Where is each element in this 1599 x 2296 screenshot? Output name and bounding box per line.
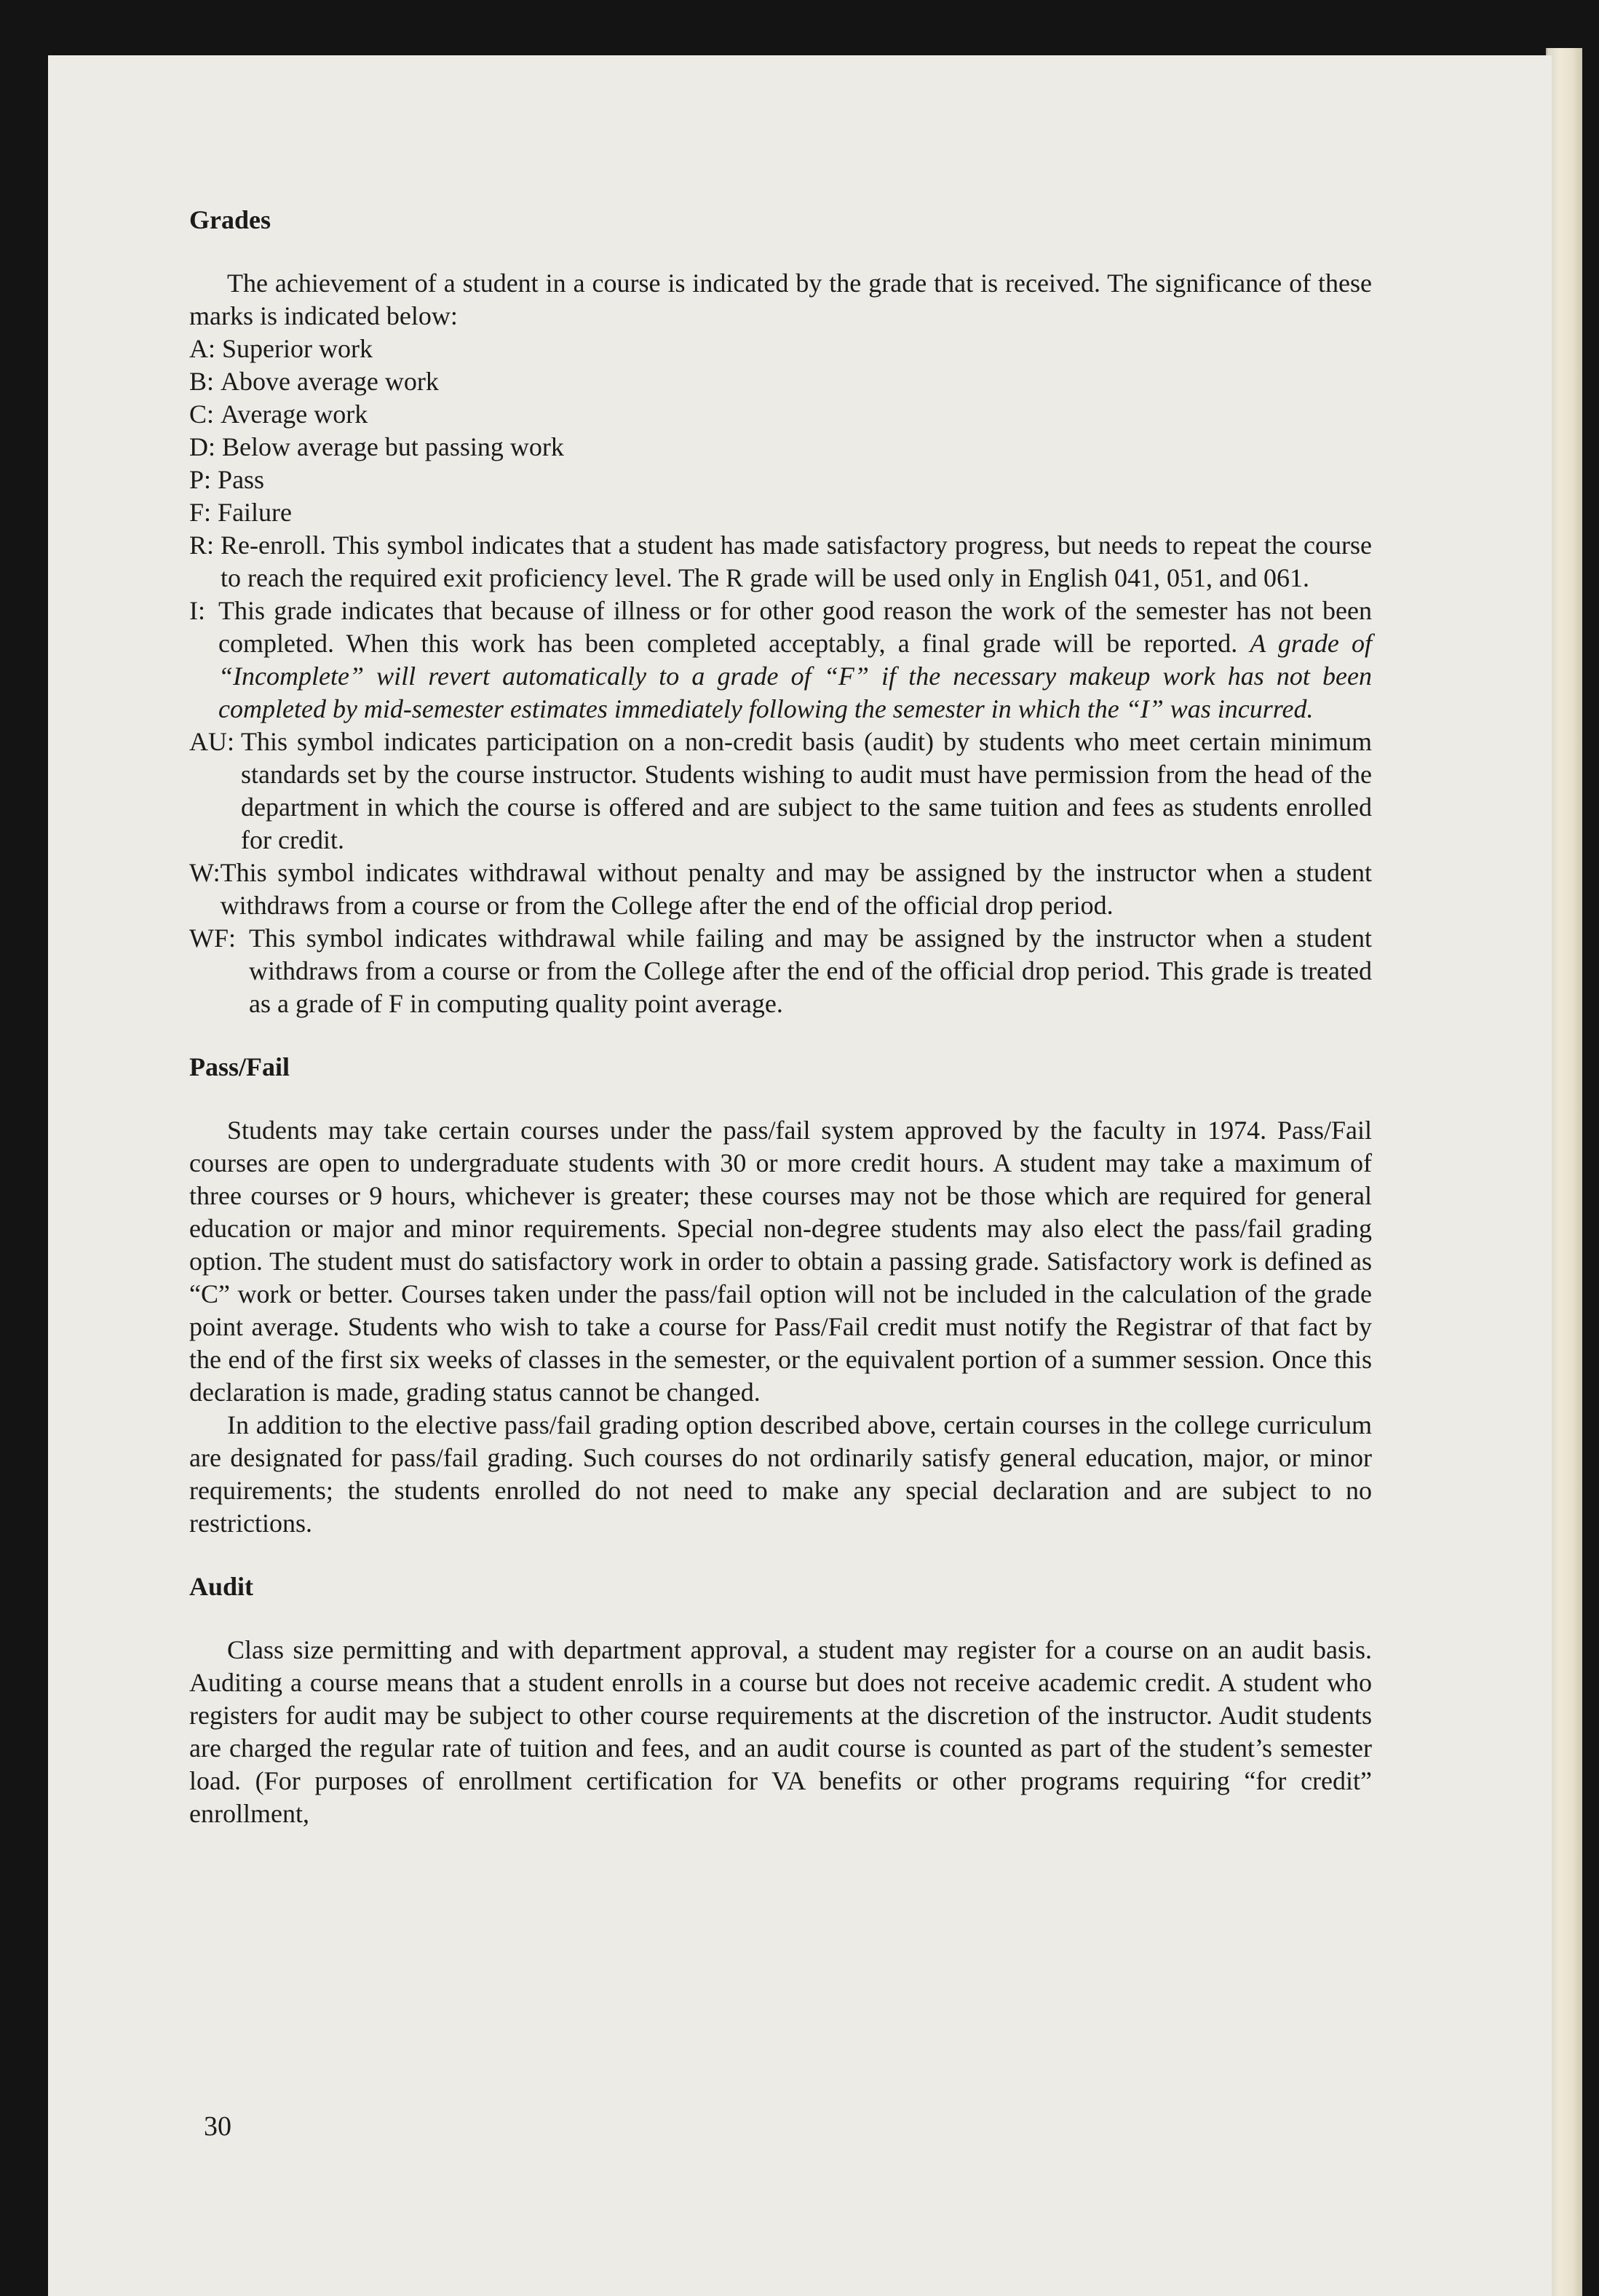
grade-code: R [189, 531, 207, 560]
grade-code: F [189, 498, 205, 527]
grade-description: Failure [218, 498, 293, 527]
grade-description: Re-enroll. This symbol indicates that a student has made satisfactory progress, but needs to repeat the course to reach the required exit proficiency level. The R grade will be used only in English 041, 051, and 061. [221, 531, 1372, 592]
grade-description-text: This grade indicates that because of illness or for other good reason the work of the semester has not been completed. When this work has been completed acceptably, a final grade will be reported. [218, 596, 1372, 658]
grade-item-w [189, 857, 1372, 922]
grade-description: This symbol indicates withdrawal while failing and may be assigned by the instructor when a student withdraws from a course or from the College after the end of the official drop period. This grade is treated as a grade of F in computing quality point average. [249, 923, 1372, 1018]
grades-intro: The achievement of a student in a course is indicated by the grade that is received. The significance of these marks is indicated below: [189, 269, 1372, 330]
grade-separator: : [198, 596, 219, 625]
grade-code: AU [189, 727, 227, 756]
grade-separator: : [227, 727, 242, 756]
grade-description: Above average work [221, 367, 439, 396]
grade-item-b [189, 365, 1372, 398]
grade-code: P [189, 465, 205, 494]
grade-separator: : [208, 432, 223, 461]
audit-heading: Audit [189, 1572, 254, 1601]
grade-description: Below average but passing work [222, 432, 564, 461]
grade-separator: : [204, 465, 218, 494]
grade-description: Average work [221, 400, 368, 429]
incomplete-policy-note: A grade of “Incomplete” will revert automatically to a grade of “F” if the necessary makeup work has not been completed by mid-semester estimates immediately following the semester in which the “I” was incurred. [218, 629, 1372, 723]
grade-code: C [189, 400, 207, 429]
grade-code: W [189, 858, 213, 887]
page-number: 30 [204, 2111, 231, 2142]
grade-separator: : [229, 923, 250, 953]
pass-fail-heading: Pass/Fail [189, 1052, 290, 1081]
grade-description: Superior work [222, 334, 373, 363]
grade-code: D [189, 432, 208, 461]
grade-item-p [189, 464, 1372, 496]
grade-item-a [189, 333, 1372, 365]
grade-description: This symbol indicates participation on a non-credit basis (audit) by students who meet certain minimum standards set by the course instructor. Students wishing to audit must have permission from the head of the department in which the course is offered and are subject to the same tuition and fees as students enrolled for credit. [241, 727, 1372, 854]
grade-separator: : [208, 334, 223, 363]
grade-separator: : [204, 498, 218, 527]
grade-item-au [189, 726, 1372, 857]
grade-code: A [189, 334, 208, 363]
pass-fail-paragraph: In addition to the elective pass/fail grading option described above, certain courses in the college curriculum are designated for pass/fail grading. Such courses do not ordinarily satisfy general education, major, or minor requirements; the students enrolled do not need to make any special declaration and are subject to no restrictions. [189, 1410, 1372, 1538]
grade-code: B [189, 367, 207, 396]
grade-item-f [189, 496, 1372, 529]
pass-fail-paragraph: Students may take certain courses under the pass/fail system approved by the faculty in 1974. Pass/Fail courses are open to undergraduate students with 30 or more credit hours. A student may take a maximum of three courses or 9 hours, whichever is greater; these courses may not be those which are required for general education or major and minor requirements. Special non-degree students may also elect the pass/fail grading option. The student must do satisfactory work in order to obtain a passing grade. Satisfactory work is defined as “C” work or better. Courses taken under the pass/fail option will not be included in the calculation of the grade point average. Students who wish to take a course for Pass/Fail credit must notify the Registrar of that fact by the end of the first six weeks of classes in the semester, or the equivalent portion of a summer session. Once this declaration is made, grading status cannot be changed. [189, 1116, 1372, 1407]
grade-separator: : [207, 367, 221, 396]
grade-code: WF [189, 923, 229, 953]
grade-description: Pass [218, 465, 265, 494]
grade-item-d [189, 431, 1372, 464]
page-content [189, 204, 1372, 1830]
grade-list [189, 333, 1372, 1020]
grade-separator: : [207, 400, 221, 429]
grade-item-c [189, 398, 1372, 431]
grade-separator: : [207, 531, 221, 560]
grade-item-wf [189, 922, 1372, 1020]
grade-description [218, 595, 1372, 726]
grade-description: This symbol indicates withdrawal without penalty and may be assigned by the instructor when a student withdraws from a course or from the College after the end of the official drop period. [220, 858, 1372, 920]
grade-separator: : [213, 858, 221, 887]
audit-paragraph: Class size permitting and with department approval, a student may register for a course on an audit basis. Auditing a course means that a student enrolls in a course but does not receive academic credit. A student who registers for audit may be subject to other course requirements at the discretion of the instructor. Audit students are charged the regular rate of tuition and fees, and an audit course is counted as part of the student’s semester load. (For purposes of enrollment certification for VA benefits or other programs requiring “for credit” enrollment, [189, 1635, 1372, 1828]
grade-code: I [189, 596, 198, 625]
grades-heading: Grades [189, 205, 271, 234]
grade-item-i [189, 595, 1372, 726]
grade-item-r [189, 529, 1372, 595]
